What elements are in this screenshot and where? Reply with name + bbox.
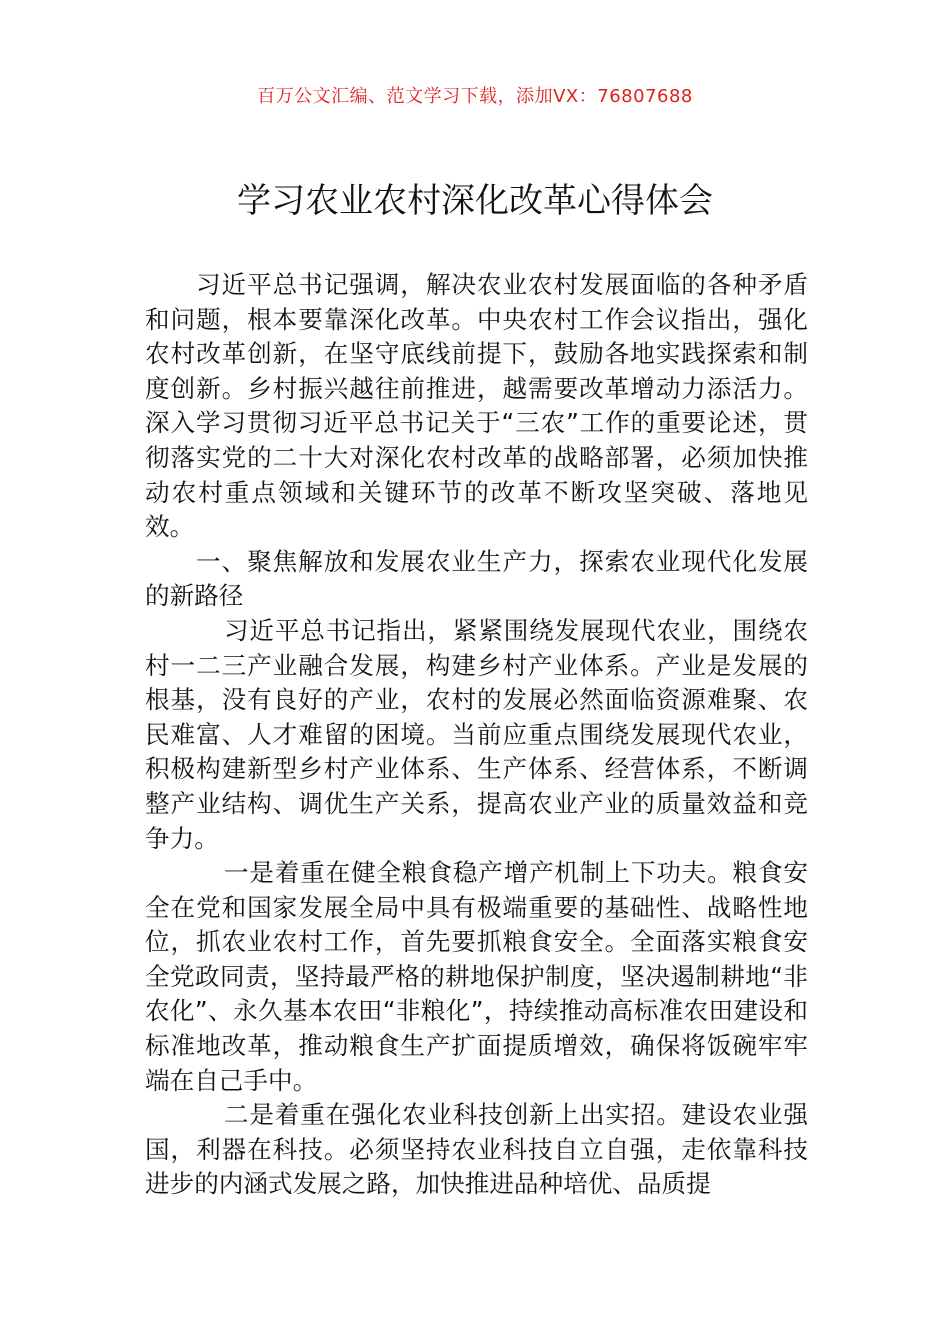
document-body bbox=[145, 268, 808, 1202]
body-paragraph: 一是着重在健全粮食稳产增产机制上下功夫。粮食安全在党和国家发展全局中具有极端重要的基础性、战略性地位，抓农业农村工作，首先要抓粮食安全。全面落实粮食安全党政同责，坚持最严格的耕地保护制度，坚决遏制耕地“非农化”、永久基本农田“非粮化”，持续推动高标准农田建设和标准地改革，推动粮食生产扩面提质增效，确保将饭碗牢牢端在自己手中。 bbox=[145, 858, 808, 1095]
body-paragraph: 习近平总书记指出，紧紧围绕发展现代农业，围绕农村一二三产业融合发展，构建乡村产业体系。产业是发展的根基，没有良好的产业，农村的发展必然面临资源难聚、农民难富、人才难留的困境。当前应重点围绕发展现代农业，积极构建新型乡村产业体系、生产体系、经营体系，不断调整产业结构、调优生产关系，提高农业产业的质量效益和竞争力。 bbox=[145, 615, 808, 853]
page-title: 学习农业农村深化改革心得体会 bbox=[237, 181, 713, 221]
section-heading-1: 一、聚焦解放和发展农业生产力，探索农业现代化发展的新路径 bbox=[145, 546, 808, 611]
download-note: 百万公文汇编、范文学习下载，添加VX：76807688 bbox=[257, 86, 693, 107]
intro-paragraph: 习近平总书记强调，解决农业农村发展面临的各种矛盾和问题，根本要靠深化改革。中央农村工作会议指出，强化农村改革创新，在坚守底线前提下，鼓励各地实践探索和制度创新。乡村振兴越往前推进，越需要改革增动力添活力。深入学习贯彻习近平总书记关于“三农”工作的重要论述，贯彻落实党的二十大对深化农村改革的战略部署，必须加快推动农村重点领域和关键环节的改革不断攻坚突破、落地见效。 bbox=[145, 270, 808, 542]
body-paragraph: 二是着重在强化农业科技创新上出实招。建设农业强国，利器在科技。必须坚持农业科技自立自强，走依靠科技进步的内涵式发展之路，加快推进品种培优、品质提 bbox=[145, 1100, 808, 1199]
